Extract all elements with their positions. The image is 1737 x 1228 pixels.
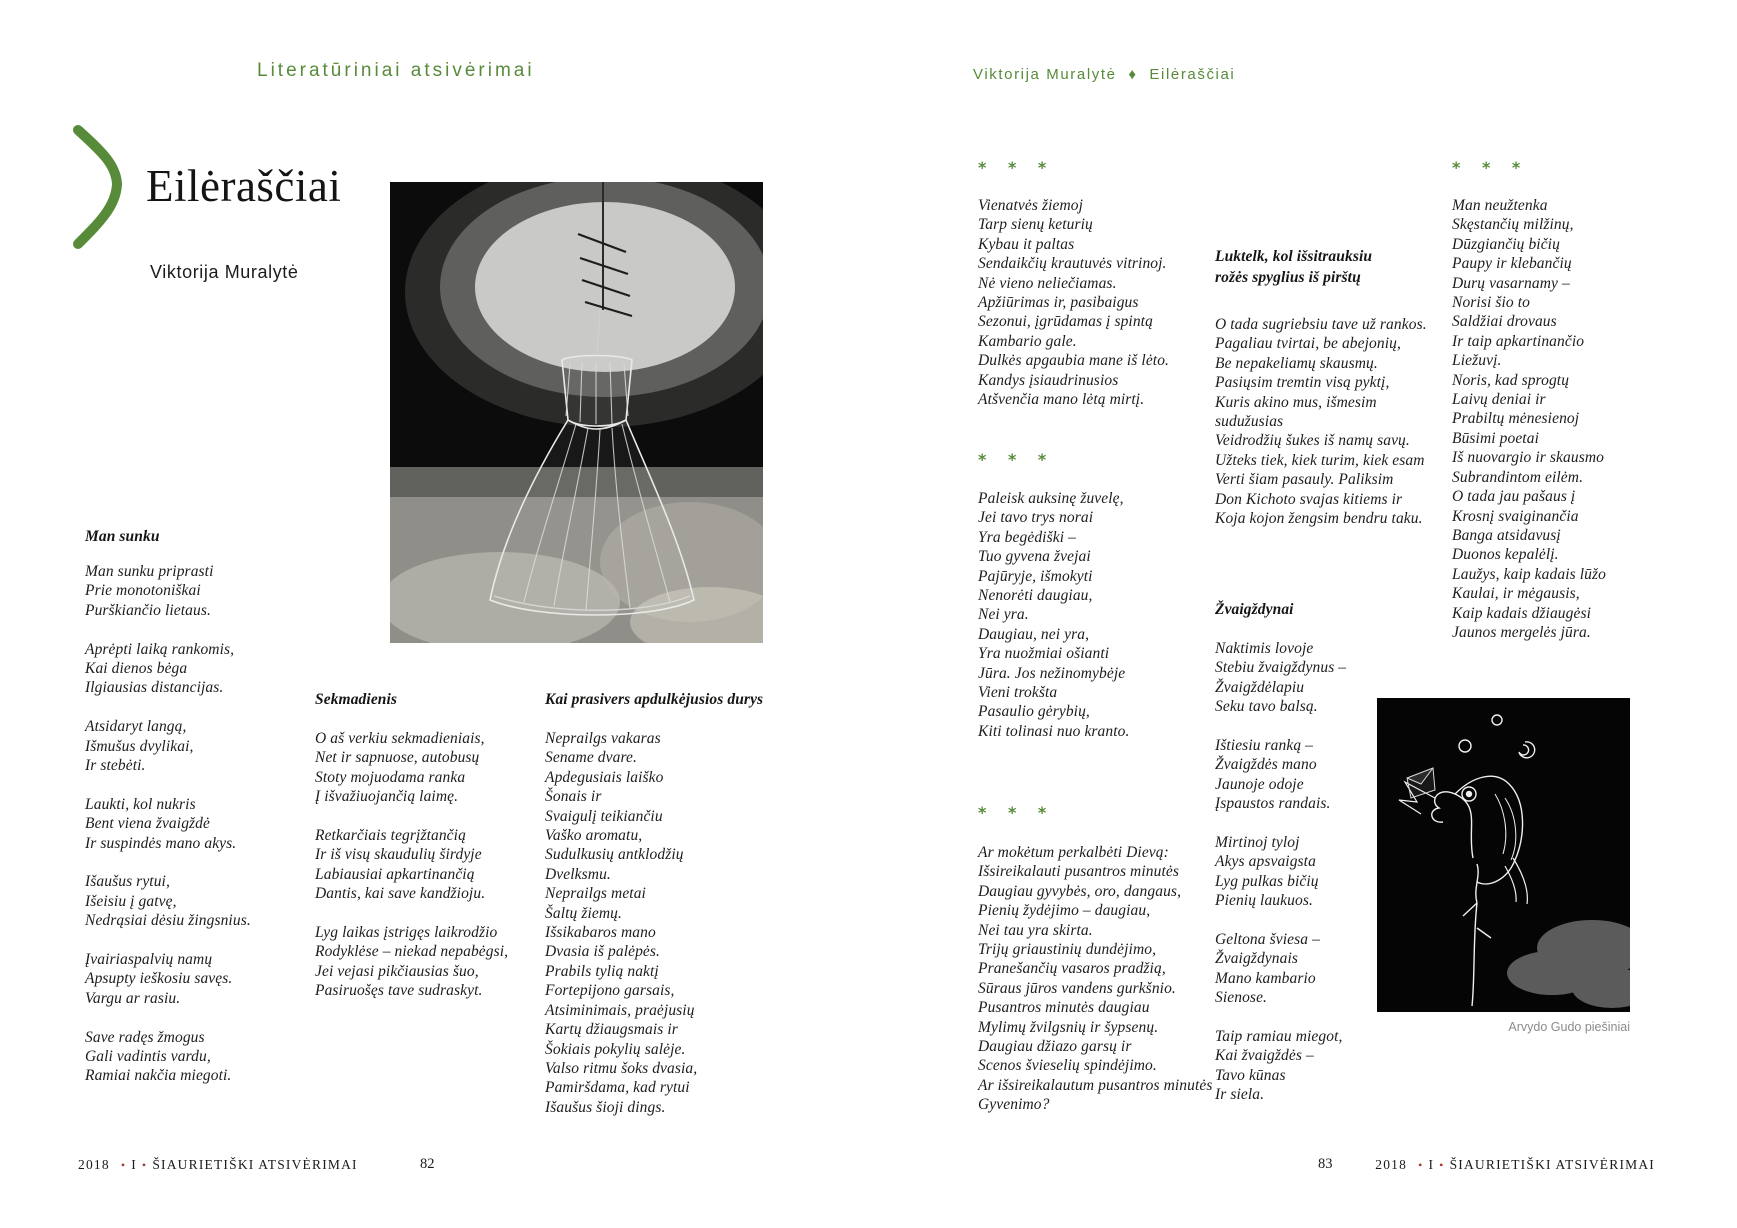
poem-body — [545, 729, 780, 1117]
section-kicker: Literatūriniai atsivėrimai — [257, 60, 535, 81]
stanza — [85, 1028, 315, 1086]
poem-line: Dūzgiančių bičių — [1452, 235, 1560, 253]
poem-line: Nei tau yra skirta. — [978, 921, 1093, 939]
stars-separator: * * * — [1452, 158, 1529, 177]
poem-line: Koja kojon žengsim bendru taku. — [1215, 510, 1423, 528]
poem-line: Kandys įsiaudrinusios — [978, 371, 1119, 389]
poem-line: Šaltų žiemų. — [545, 904, 622, 922]
poem-line: Ir stebėti. — [85, 757, 146, 775]
poem-ar-moketum — [978, 843, 1218, 1115]
poem-line: Šonais ir — [545, 788, 602, 806]
poem-line: Sudulkusių antklodžių — [545, 846, 684, 864]
poem-line: Rodyklėse – niekad nepabėgsi, — [315, 943, 509, 961]
poem-line: Tuo gyvena žvejai — [978, 548, 1091, 566]
footer-volume: I — [1428, 1157, 1435, 1172]
poem-line: Laivų deniai ir — [1452, 391, 1546, 409]
poem-line: Pajūryje, išmokyti — [978, 567, 1093, 585]
poem-line: Man neužtenka — [1452, 197, 1548, 214]
poem-line: Išaušus rytui, — [85, 873, 170, 891]
bird-drawing-image — [1377, 698, 1630, 1012]
footer-bullet-icon: • — [1418, 1158, 1424, 1172]
poem-line: Sename dvare. — [545, 749, 637, 767]
poem-line: Dulkės apgaubia mane iš lėto. — [978, 352, 1170, 370]
poem-line: Šokiais pokylių salėje. — [545, 1040, 686, 1058]
poem-line: Save radęs žmogus — [85, 1028, 205, 1046]
poem-body — [978, 196, 1213, 409]
stars-separator: * * * — [978, 803, 1055, 822]
poem-line: Daugiau gyvybės, oro, dangaus, — [978, 882, 1182, 900]
poem-line: Gyvenimo? — [978, 1096, 1050, 1114]
poem-body — [978, 843, 1218, 1115]
stanza — [315, 923, 540, 1001]
stanza — [85, 950, 315, 1008]
poem-line: Laužys, kaip kadais lūžo — [1452, 565, 1606, 583]
poem-title: Kai prasivers apdulkėjusios durys — [545, 691, 764, 708]
poem-line: Kuris akino mus, išmesim sudužusias — [1215, 393, 1377, 431]
poem-line: O aš verkiu sekmadieniais, — [315, 730, 485, 747]
poem-line: Durų vasarnamy – — [1452, 274, 1570, 292]
poem-line: Sūraus jūros vandens gurkšnio. — [978, 979, 1176, 997]
poem-line: Ir iš visų skaudulių širdyje — [315, 846, 482, 864]
stanza — [85, 795, 315, 853]
poem-line: Nė vieno neliečiamas. — [978, 274, 1117, 292]
poem-line: Kai žvaigždės – — [1215, 1047, 1314, 1065]
stars-separator: * * * — [978, 450, 1055, 469]
poem-line: Vargu ar rasiu. — [85, 989, 181, 1007]
poem-line: O tada jau pašaus į — [1452, 488, 1576, 506]
poem-line: Akys apsvaigsta — [1215, 853, 1316, 871]
stanza — [85, 562, 315, 620]
poem-line: Jaunos mergelės jūra. — [1452, 623, 1591, 641]
poem-line: Mylimų žvilgsnių ir šypsenų. — [978, 1018, 1159, 1036]
poem-line: Atsidaryt langą, — [85, 718, 187, 736]
diamond-separator-icon: ♦ — [1128, 66, 1138, 83]
poem-line: Kai dienos bėga — [85, 660, 188, 678]
poem-line: Paupy ir klebančių — [1452, 255, 1572, 273]
poem-line: Naktimis lovoje — [1215, 640, 1314, 657]
poem-line: Į išvažiuojančią laimę. — [315, 788, 459, 806]
poem-line: Pranešančių vasaros pradžią, — [978, 960, 1166, 978]
poem-line: Išeisiu į gatvę, — [85, 892, 177, 910]
poem-line: Įspaustos randais. — [1215, 795, 1331, 813]
poem-line: Valso ritmu šoks dvasia, — [545, 1059, 698, 1077]
page-number-left: 82 — [420, 1156, 435, 1172]
poem-line: Norisi šio to — [1452, 294, 1530, 312]
poem-line: Jei vejasi pikčiausias šuo, — [315, 962, 479, 980]
poem-line: Iš nuovargio ir skausmo — [1452, 449, 1604, 467]
poem-line: Subrandintom eilėm. — [1452, 468, 1584, 486]
poem-title: Man sunku — [85, 528, 160, 545]
footer-bullet-icon: • — [1439, 1158, 1445, 1172]
poem-line: Taip ramiau miegot, — [1215, 1028, 1343, 1046]
poem-line: Ar mokėtum perkalbėti Dievą: — [978, 844, 1169, 861]
stanza — [545, 729, 780, 1117]
poem-line: Pamiršdama, kad rytui — [545, 1079, 690, 1097]
poem-line: Daugiau džiazo garsų ir — [978, 1038, 1132, 1056]
poem-line: Laukti, kol nukris — [85, 795, 196, 813]
poem-line: Tavo kūnas — [1215, 1066, 1286, 1084]
poem-line: Aprėpti laiką rankomis, — [85, 640, 235, 658]
poem-line: Dvasia iš palėpės. — [545, 943, 661, 961]
poem-line: Atsiminimais, praėjusių — [545, 1001, 695, 1019]
poem-line: Don Kichoto svajas kitiems ir — [1215, 490, 1403, 508]
poem-line: Būsimi poetai — [1452, 429, 1539, 447]
poem-line: Jaunoje odoje — [1215, 775, 1304, 793]
poem-line: Pusantros minutės daugiau — [978, 999, 1150, 1017]
poem-line: Skęstančių milžinų, — [1452, 216, 1574, 234]
poem-line: Banga atsidavusį — [1452, 526, 1561, 544]
poem-line: Geltona šviesa – — [1215, 931, 1320, 949]
poem-line: Nei yra. — [978, 606, 1029, 624]
poem-line: Noris, kad sprogtų — [1452, 371, 1570, 389]
poem-line: Žvaigždės mano — [1215, 756, 1317, 774]
stanza — [1215, 315, 1445, 528]
footer-bullet-icon: • — [141, 1158, 148, 1172]
stanza — [978, 196, 1213, 409]
poem-line: Bent viena žvaigždė — [85, 815, 210, 833]
poem-line: Kiti tolinasi nuo kranto. — [978, 722, 1130, 740]
poem-title: Žvaigždynai — [1215, 601, 1294, 618]
poem-line: Prabils tylią naktį — [545, 962, 659, 980]
poem-line: Išsikabaros mano — [545, 924, 656, 942]
stanza — [85, 640, 315, 698]
poem-line: Ištiesiu ranką – — [1215, 737, 1314, 755]
poem-line: Saldžiai drovaus — [1452, 313, 1557, 331]
poem-line: Nedrąsiai dėsiu žingsnius. — [85, 912, 251, 930]
poem-line: Kaulai, ir mėgausis, — [1452, 585, 1580, 603]
poem-line: Pasaulio gėrybių, — [978, 703, 1090, 721]
artwork-caption: Arvydo Gudo piešiniai — [1508, 1020, 1630, 1034]
stars-separator: * * * — [978, 158, 1055, 177]
poem-line: Lyg laikas įstrigęs laikrodžio — [315, 924, 498, 942]
poem-line: Vaško aromatu, — [545, 827, 643, 845]
stanza — [1215, 1027, 1440, 1105]
footer-volume: I — [131, 1157, 137, 1172]
poem-line: Dantis, kai save kandžioju. — [315, 885, 486, 903]
poem-line: Apžiūrimas ir, pasibaigus — [978, 294, 1139, 312]
poem-line: Jūra. Jos nežinomybėje — [978, 664, 1126, 682]
poem-line: Labiausiai apkartinančią — [315, 865, 475, 883]
stanza — [315, 826, 540, 904]
poem-line: Stebiu žvaigždynus – — [1215, 659, 1347, 677]
footer-year: 2018 — [1375, 1157, 1408, 1172]
poem-luktelk — [1215, 247, 1445, 528]
poem-line: Retkarčiais tegrįžtančią — [315, 827, 466, 845]
poem-line: Svaigulį teikiančiu — [545, 807, 663, 825]
poem-line: Sendaikčių krautuvės vitrinoj. — [978, 255, 1167, 273]
poem-line: Apsupty ieškosiu savęs. — [85, 970, 233, 988]
poem-line: Yra begėdiški – — [978, 528, 1076, 546]
poem-line: Pienių laukuos. — [1215, 892, 1313, 910]
poem-title: Sekmadienis — [315, 691, 398, 708]
poem-line: Užteks tiek, kiek turim, kiek esam — [1215, 451, 1425, 469]
poem-line: Mirtinoj tyloj — [1215, 834, 1300, 852]
poem-line: Trijų griaustinių dundėjimo, — [978, 941, 1157, 959]
footer-series: ŠIAURIETIŠKI ATSIVĖRIMAI — [152, 1157, 358, 1172]
poem-line: Kartų džiaugsmais ir — [545, 1021, 678, 1039]
poem-line: Ir suspindės mano akys. — [85, 834, 237, 852]
poem-line: Mano kambario — [1215, 969, 1316, 987]
poem-line: Prie monotoniškai — [85, 582, 201, 600]
poem-line: Pasiruošęs tave sudraskyt. — [315, 982, 483, 1000]
running-header — [973, 66, 1235, 83]
poem-body — [315, 729, 540, 1001]
poem-line: Krosnį svaiginančia — [1452, 507, 1579, 525]
poem-line: Sezonui, įgrūdamas į spintą — [978, 313, 1153, 331]
poem-line: Sienose. — [1215, 989, 1268, 1007]
poem-line: Vienatvės žiemoj — [978, 197, 1084, 214]
poem-line: Tarp sienų keturių — [978, 216, 1093, 234]
poem-line: Nenorėti daugiau, — [978, 587, 1093, 605]
stanza — [315, 729, 540, 807]
poem-line: Kybau it paltas — [978, 235, 1075, 253]
stanza — [978, 843, 1218, 1115]
poem-line: Išaušus šioji dings. — [545, 1098, 666, 1116]
poem-title-line: rožės spyglius iš pirštų — [1215, 268, 1361, 286]
poem-line: Neprailgs metai — [545, 885, 646, 903]
poem-body — [1215, 315, 1445, 528]
poem-line: Purškiančio lietaus. — [85, 601, 211, 619]
poem-body — [85, 562, 315, 1086]
poem-body — [1452, 196, 1672, 642]
poem-line: Kambario gale. — [978, 332, 1077, 350]
poem-line: Išmušus dvylikai, — [85, 737, 194, 755]
poem-line: Ar išsireikalautum pusantros minutės — [978, 1076, 1213, 1094]
poem-man-sunku — [85, 527, 315, 1086]
poem-line: Yra nuožmiai ošianti — [978, 645, 1110, 663]
poem-line: Neprailgs vakaras — [545, 730, 661, 747]
poem-line: Ir siela. — [1215, 1086, 1265, 1104]
poem-line: Atšvenčia mano lėtą mirtį. — [978, 391, 1145, 409]
running-header-title: Eilėraščiai — [1149, 66, 1236, 83]
poem-line: Žvaigždėlapiu — [1215, 678, 1305, 696]
poem-line: Stoty mojuodama ranka — [315, 768, 466, 786]
poem-title-line: Luktelk, kol išsitrauksiu — [1215, 248, 1373, 265]
author-name: Viktorija Muralytė — [150, 262, 299, 282]
poem-body — [978, 489, 1213, 741]
poem-line: Išsireikalauti pusantros minutės — [978, 863, 1179, 881]
poem-line: Man sunku priprasti — [85, 563, 214, 580]
poem-line: Veidrodžių šukes iš namų savų. — [1215, 432, 1410, 450]
poem-line: Žvaigždynais — [1215, 950, 1299, 968]
footer-left — [78, 1157, 358, 1173]
poem-line: Gali vadintis vardu, — [85, 1048, 211, 1066]
poem-man-neuztenka — [1452, 196, 1672, 642]
poem-line: Kaip kadais džiaugėsi — [1452, 604, 1592, 622]
poem-line: Daugiau, nei yra, — [978, 625, 1090, 643]
poem-vienatves-ziemoj — [978, 196, 1213, 409]
poem-line: O tada sugriebsiu tave už rankos. — [1215, 316, 1427, 333]
poem-line: Įvairiaspalvių namų — [85, 951, 213, 969]
dress-artwork-image — [390, 182, 763, 643]
stanza — [1452, 196, 1672, 642]
poem-line: Pienių žydėjimo – daugiau, — [978, 902, 1151, 920]
section-bracket-icon — [70, 124, 128, 250]
footer-year: 2018 — [78, 1157, 110, 1172]
poem-line: Lyg pulkas bičių — [1215, 872, 1319, 890]
page-title: Eilėraščiai — [146, 161, 342, 211]
poem-sekmadienis — [315, 690, 540, 1001]
page-number-right: 83 — [1318, 1156, 1333, 1172]
poem-line: Liežuvį. — [1452, 352, 1502, 370]
poem-line: Ramiai nakčia miegoti. — [85, 1067, 232, 1085]
footer-right — [1375, 1157, 1655, 1173]
spacer — [1215, 288, 1445, 315]
poem-line: Vieni trokšta — [978, 684, 1058, 702]
stanza — [85, 872, 315, 930]
poem-line: Net ir sapnuose, autobusų — [315, 749, 480, 767]
poem-line: Prabiltų mėnesienoj — [1452, 410, 1580, 428]
poem-line: Apdegusiais laiško — [545, 768, 664, 786]
poem-line: Verti šiam pasauly. Paliksim — [1215, 471, 1394, 489]
poem-line: Pasiųsim tremtin visą pyktį, — [1215, 374, 1390, 392]
poem-line: Be nepakeliamų skausmų. — [1215, 354, 1378, 372]
poem-line: Ir taip apkartinančio — [1452, 332, 1585, 350]
poem-kai-prasivers — [545, 690, 780, 1117]
footer-bullet-icon: • — [120, 1158, 127, 1172]
poem-line: Seku tavo balsą. — [1215, 698, 1318, 716]
poem-line: Dvelksmu. — [545, 865, 611, 883]
poem-line: Pagaliau tvirtai, be abejonių, — [1215, 335, 1401, 353]
poem-line: Paleisk auksinę žuvelę, — [978, 490, 1124, 507]
poem-line: Ilgiausias distancijas. — [85, 679, 224, 697]
stanza — [85, 717, 315, 775]
poem-line: Jei tavo trys norai — [978, 509, 1094, 527]
footer-series: ŠIAURIETIŠKI ATSIVĖRIMAI — [1449, 1157, 1655, 1172]
poem-line: Duonos kepalėlį. — [1452, 546, 1559, 564]
stanza — [978, 489, 1213, 741]
running-header-author: Viktorija Muralytė — [973, 66, 1117, 83]
poem-line: Scenos švieselių spindėjimo. — [978, 1057, 1157, 1075]
poem-paleisk-auksine — [978, 489, 1213, 741]
poem-line: Fortepijono garsais, — [545, 982, 675, 1000]
